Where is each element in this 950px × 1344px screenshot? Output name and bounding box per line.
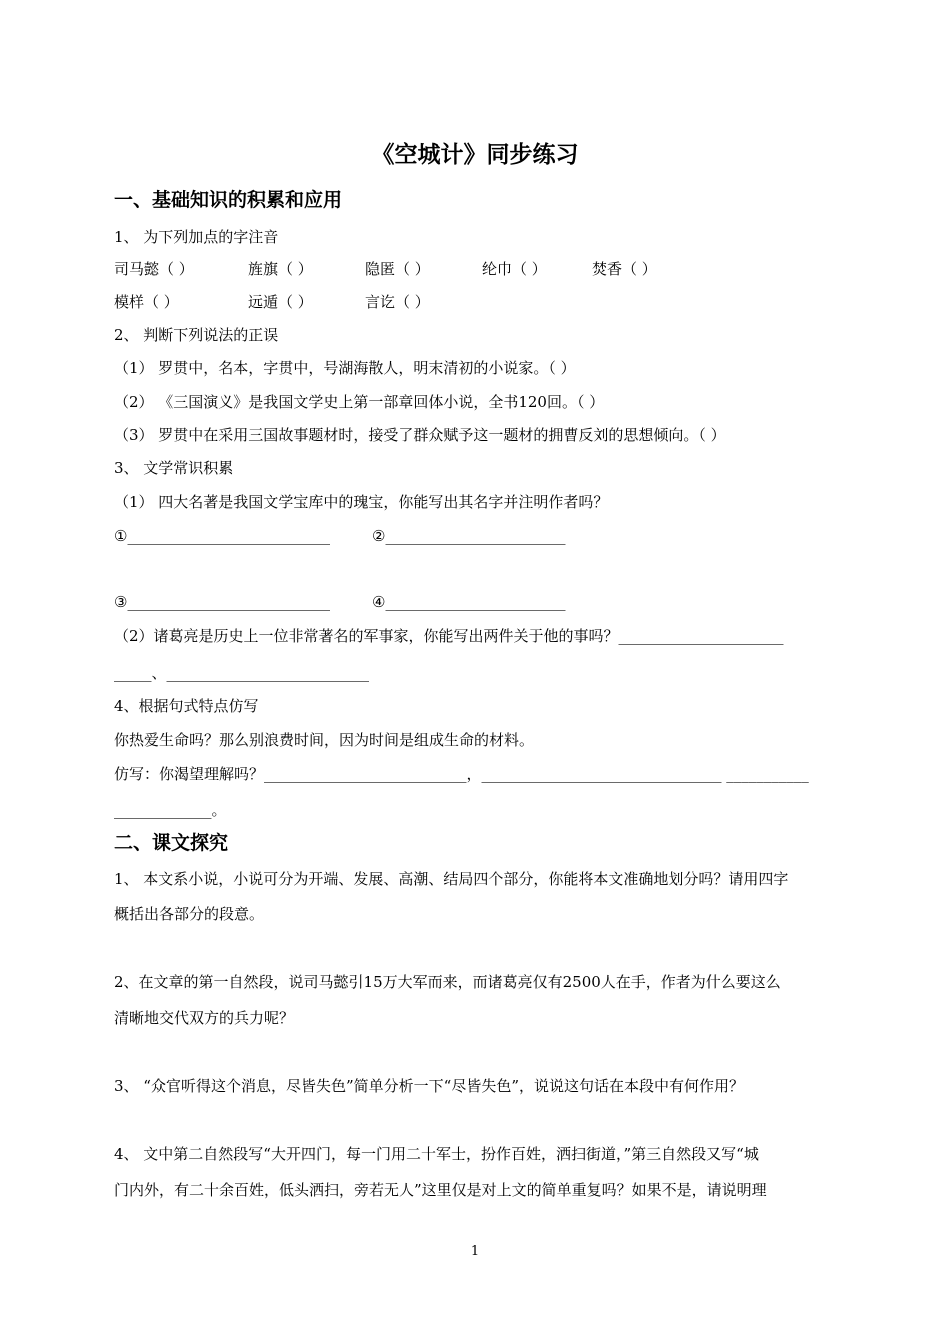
pinyin-item: 焚香（ ） [592, 260, 657, 278]
pinyin-item: 远遁（ ） [248, 293, 313, 311]
explore-q1-line1: 1、 本文系小说，小说可分为开端、发展、高潮、结局四个部分，你能将本文准确地划分吗？请用四字 [114, 870, 789, 888]
q3-sub2: （2）诸葛亮是历史上一位非常著名的军事家，你能写出两件关于他的事吗？______________________ [114, 627, 784, 645]
explore-q4-line2: 门内外，有二十余百姓，低头洒扫，旁若无人”这里仅是对上文的简单重复吗？如果不是，请说明理 [114, 1181, 767, 1199]
judge-item: （3） 罗贯中在采用三国故事题材时，接受了群众赋予这一题材的拥曹反刘的思想倾向。（ ） [114, 426, 726, 444]
explore-q3-line1: 3、 “众官听得这个消息，尽皆失色”简单分析一下“尽皆失色”，说说这句话在本段中有何作用？ [114, 1077, 744, 1095]
q3-sub1: （1） 四大名著是我国文学宝库中的瑰宝，你能写出其名字并注明作者吗？ [114, 493, 609, 511]
answer-blank: ③___________________________ [114, 593, 330, 611]
q4-label: 4、根据句式特点仿写 [114, 697, 259, 715]
answer-blank: ④________________________ [372, 593, 566, 611]
pinyin-item: 隐匿（ ） [365, 260, 430, 278]
section-1-heading: 一、基础知识的积累和应用 [114, 189, 343, 211]
judge-item: （1） 罗贯中，名本，字贯中，号湖海散人，明末清初的小说家。（ ） [114, 359, 576, 377]
explore-q4-line1: 4、 文中第二自然段写“大开四门，每一门用二十军士，扮作百姓，洒扫街道，”第三自然段又写“城 [114, 1145, 759, 1163]
q3-sub2-continued: _____、___________________________ [114, 664, 370, 682]
pinyin-item: 司马懿（ ） [114, 260, 194, 278]
explore-q2-line2: 清晰地交代双方的兵力呢？ [114, 1009, 295, 1027]
q2-label: 2、 判断下列说法的正误 [114, 326, 279, 344]
answer-blank: ②________________________ [372, 527, 566, 545]
q3-label: 3、 文学常识积累 [114, 459, 234, 477]
page-title: 《空城计》同步练习 [371, 142, 579, 168]
pinyin-item: 言讫（ ） [365, 293, 430, 311]
q1-label: 1、 为下列加点的字注音 [114, 228, 279, 246]
section-2-heading: 二、课文探究 [114, 832, 229, 854]
q4-example: 你热爱生命吗？那么别浪费时间，因为时间是组成生命的材料。 [114, 731, 535, 749]
judge-item: （2） 《三国演义》是我国文学史上第一部章回体小说，全书120回。（ ） [114, 393, 605, 411]
q4-imitate: 仿写：你渴望理解吗？___________________________，________________________________ ___________ [114, 765, 809, 783]
page-number: 1 [470, 1244, 480, 1259]
q4-imitate-continued: _____________。 [114, 801, 227, 819]
explore-q1-line2: 概括出各部分的段意。 [114, 905, 265, 923]
answer-blank: ①___________________________ [114, 527, 330, 545]
pinyin-item: 模样（ ） [114, 293, 179, 311]
pinyin-item: 旌旗（ ） [248, 260, 313, 278]
pinyin-item: 纶巾（ ） [482, 260, 547, 278]
explore-q2-line1: 2、在文章的第一自然段，说司马懿引15万大军而来，而诸葛亮仅有2500人在手，作者为什么要这么 [114, 973, 781, 991]
